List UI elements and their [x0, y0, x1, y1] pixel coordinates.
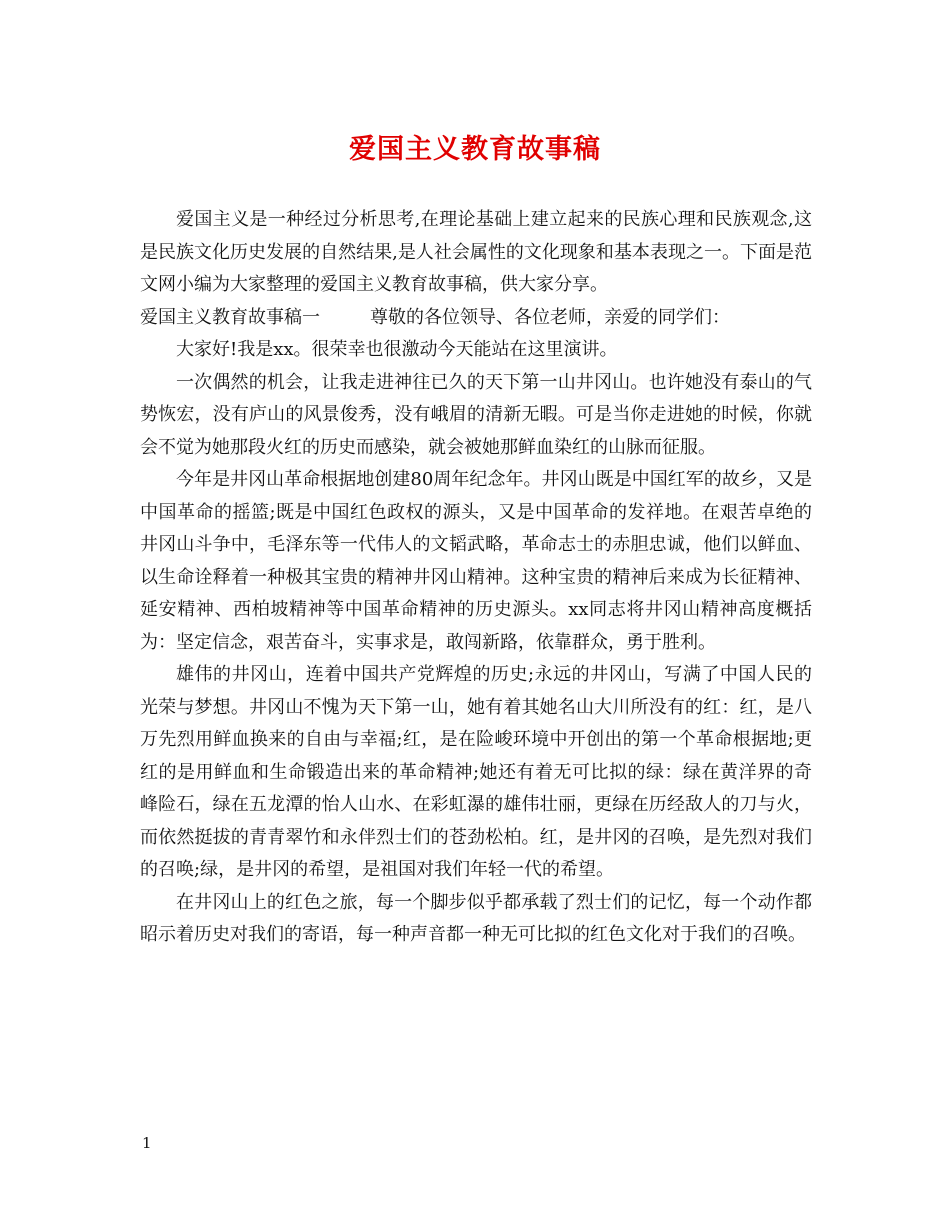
document-title: 爱国主义教育故事稿 — [349, 134, 601, 165]
paragraph-journey: 在井冈山上的红色之旅，每一个脚步似乎都承载了烈士们的记忆，每一个动作都昭示着历史对我们的寄语，每一种声音都一种无可比拟的红色文化对于我们的召唤。 — [140, 891, 812, 945]
page-number: 1 — [142, 1134, 152, 1152]
story-heading: 爱国主义教育故事稿一 — [140, 306, 320, 328]
paragraph-intro: 爱国主义是一种经过分析思考,在理论基础上建立起来的民族心理和民族观念,这是民族文化历史发展的自然结果,是人社会属性的文化现象和基本表现之一。下面是范文网小编为大家整理的爱国主义教育故事稿，供大家分享。 — [140, 209, 812, 295]
heading-line — [140, 302, 812, 335]
paragraph-greeting: 大家好!我是xx。很荣幸也很激动今天能站在这里演讲。 — [176, 339, 618, 360]
paragraph-red-green: 雄伟的井冈山，连着中国共产党辉煌的历史;永远的井冈山，写满了中国人民的光荣与梦想。井冈山不愧为天下第一山，她有着其她名山大川所没有的红：红，是八万先烈用鲜血换来的自由与幸福;红，是在险峻环境中开创出的第一个革命根据地;更红的是用鲜血和生命锻造出来的革命精神;她还有着无可比拟的绿：绿在黄洋界的奇峰险石，绿在五龙潭的怡人山水、在彩虹瀑的雄伟壮丽，更绿在历经敌人的刀与火，而依然挺拔的青青翠竹和永伴烈士们的苍劲松柏。红，是井冈的召唤，是先烈对我们的召唤;绿，是井冈的希望，是祖国对我们年轻一代的希望。 — [140, 664, 813, 880]
paragraph-chance: 一次偶然的机会，让我走进神往已久的天下第一山井冈山。也许她没有泰山的气势恢宏，没有庐山的风景俊秀，没有峨眉的清新无暇。可是当你走进她的时候，你就会不觉为她那段火红的历史而感染，就会被她那鲜血染红的山脉而征服。 — [140, 371, 812, 458]
paragraph-anniversary: 今年是井冈山革命根据地创建80周年纪念年。井冈山既是中国红军的故乡，又是中国革命的摇篮;既是中国红色政权的源头，又是中国革命的发祥地。在艰苦卓绝的井冈山斗争中，毛泽东等一代伟人的文韬武略，革命志士的赤胆忠诚，他们以鲜血、以生命诠释着一种极其宝贵的精神井冈山精神。这种宝贵的精神后来成为长征精神、延安精神、西柏坡精神等中国革命精神的历史源头。xx同志将井冈山精神高度概括为：坚定信念，艰苦奋斗，实事求是，敢闯新路，依靠群众，勇于胜利。 — [140, 469, 812, 653]
salutation: 尊敬的各位领导、各位老师，亲爱的同学们： — [370, 306, 730, 328]
document-body — [140, 204, 812, 952]
